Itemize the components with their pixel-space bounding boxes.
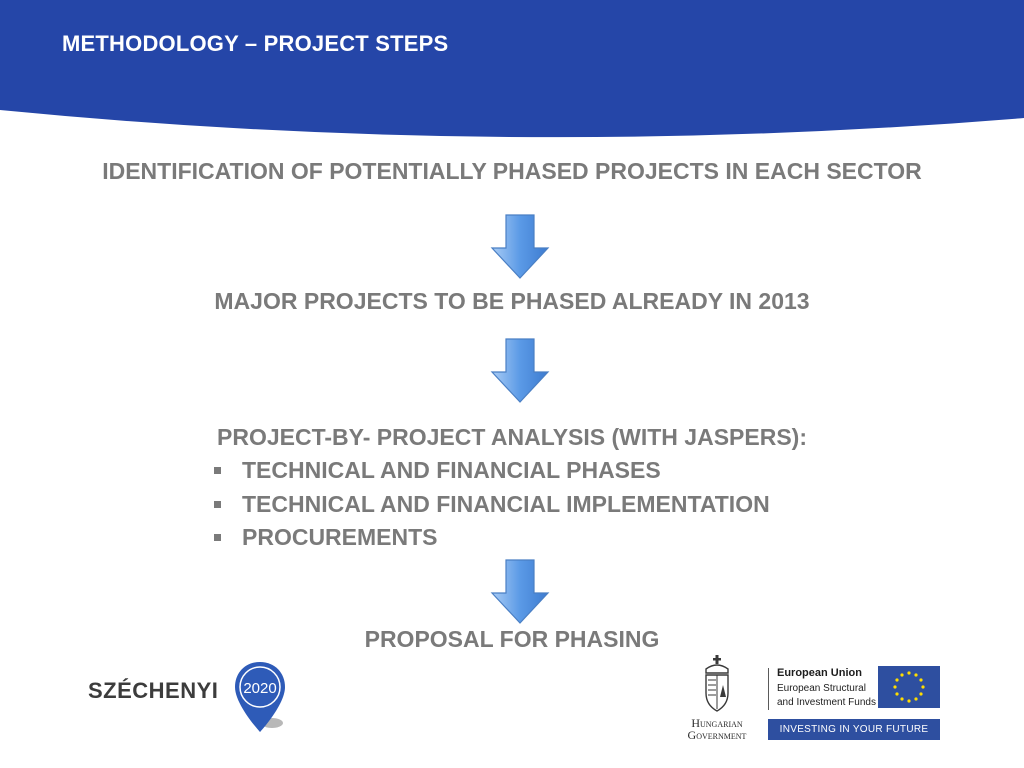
coat-of-arms-icon	[702, 655, 732, 713]
bullet-square-icon	[214, 534, 221, 541]
eu-title: European Union	[777, 667, 862, 679]
step-proposal: PROPOSAL FOR PHASING	[364, 626, 660, 652]
down-arrow-icon	[490, 559, 550, 625]
list-item-label: TECHNICAL AND FINANCIAL IMPLEMENTATION	[242, 490, 770, 517]
location-pin-icon	[232, 660, 288, 736]
list-item-label: TECHNICAL AND FINANCIAL PHASES	[242, 457, 661, 483]
eu-flag-icon	[878, 666, 940, 708]
step-analysis: PROJECT-BY- PROJECT ANALYSIS (WITH JASPERS):	[217, 424, 807, 450]
down-arrow-icon	[490, 214, 550, 280]
eu-slogan-banner: INVESTING IN YOUR FUTURE	[768, 719, 940, 740]
eu-line2: and Investment Funds	[777, 697, 876, 708]
hungary-line1: Hungarian	[691, 716, 743, 730]
szechenyi-wordmark: SZÉCHENYI	[88, 678, 219, 703]
bullet-square-icon	[214, 467, 221, 474]
list-item	[212, 521, 770, 555]
hungarian-government-logo	[674, 655, 760, 745]
list-item	[212, 454, 770, 488]
header-wave-shape	[0, 0, 1024, 145]
hungary-line2: Government	[687, 728, 747, 742]
eu-line1: European Structural	[777, 683, 866, 694]
eu-divider	[768, 668, 769, 710]
szechenyi-year: 2020	[243, 680, 277, 697]
step-identification: IDENTIFICATION OF POTENTIALLY PHASED PROJECTS IN EACH SECTOR	[102, 158, 922, 184]
analysis-list	[212, 454, 770, 555]
slide-title: METHODOLOGY – PROJECT STEPS	[62, 31, 449, 56]
down-arrow-icon	[490, 338, 550, 404]
step-major-projects: MAJOR PROJECTS TO BE PHASED ALREADY IN 2013	[214, 288, 810, 314]
list-item	[212, 488, 770, 522]
bullet-square-icon	[214, 501, 221, 508]
header-banner	[0, 0, 1024, 145]
eu-funds-logo	[768, 664, 940, 742]
list-item-label: PROCUREMENTS	[242, 524, 438, 550]
szechenyi-logo	[88, 660, 298, 740]
